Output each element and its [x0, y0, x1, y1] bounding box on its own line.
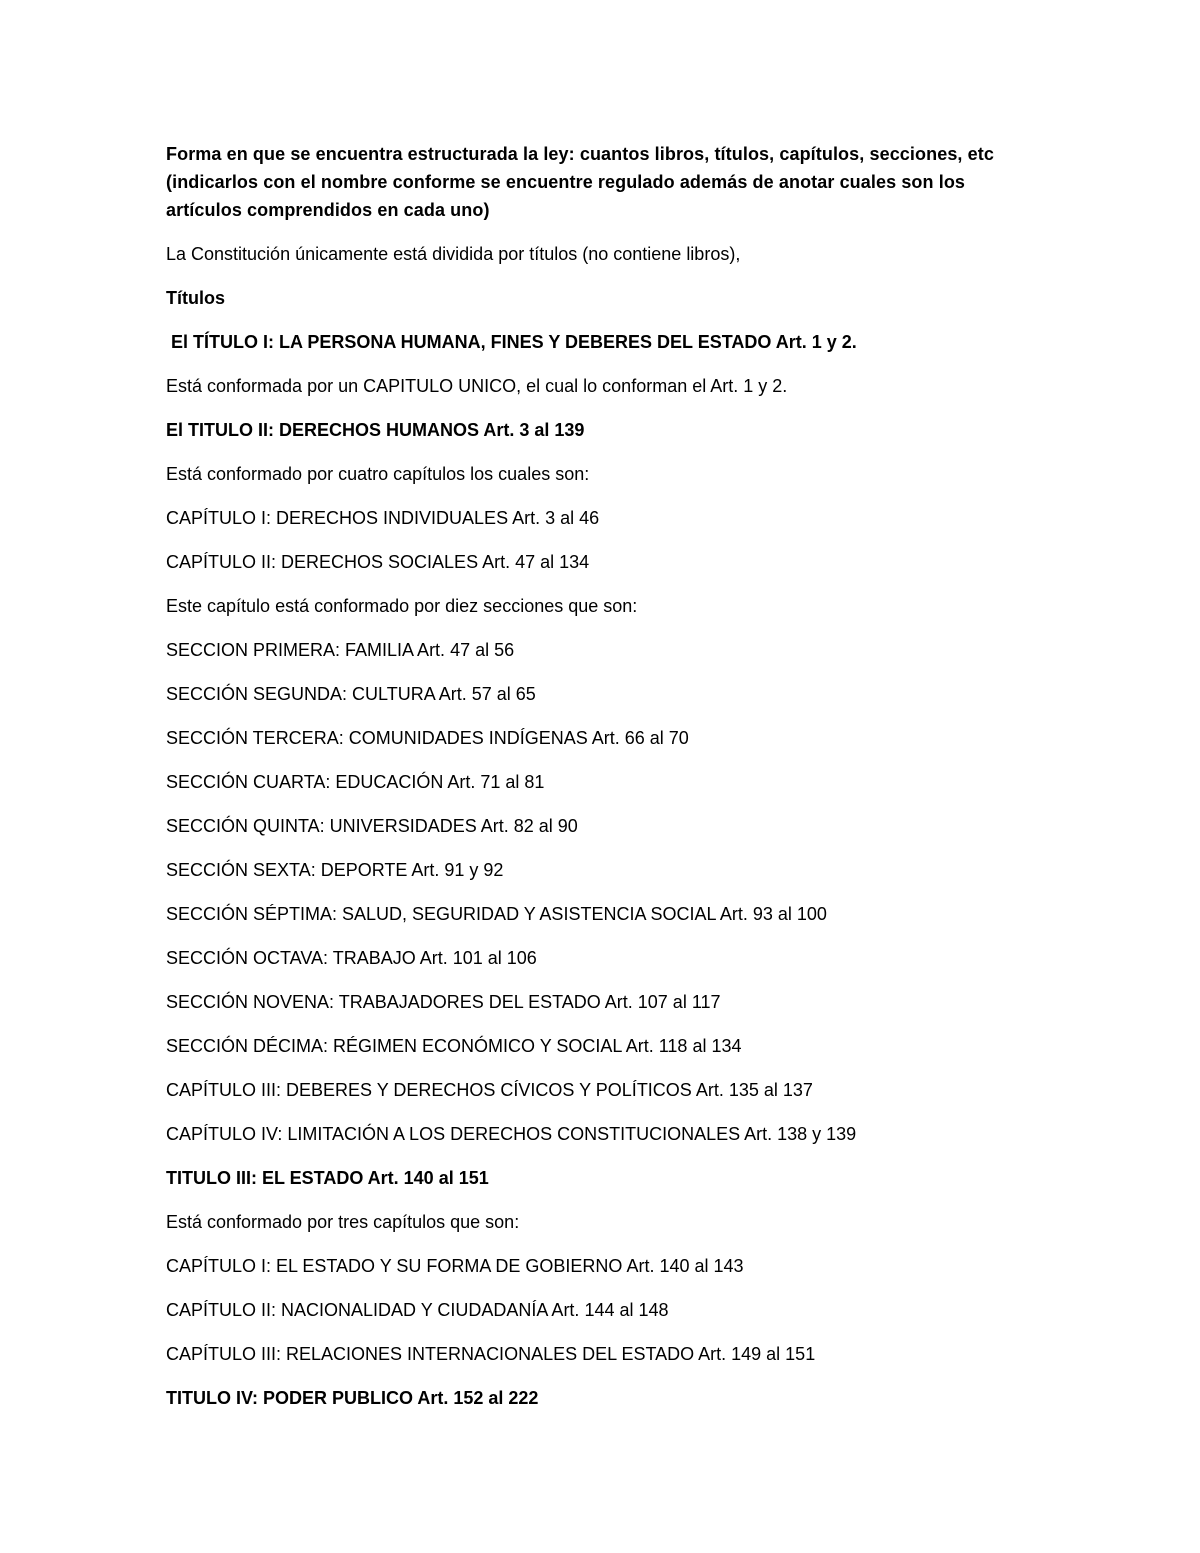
- paragraph-line: SECCIÓN SEXTA: DEPORTE Art. 91 y 92: [166, 860, 504, 880]
- document-body: [166, 140, 1046, 1428]
- paragraph-line: SECCIÓN DÉCIMA: RÉGIMEN ECONÓMICO Y SOCIAL Art. 118 al 134: [166, 1036, 742, 1056]
- paragraph-line: SECCION PRIMERA: FAMILIA Art. 47 al 56: [166, 640, 515, 660]
- paragraph-line: CAPÍTULO III: DEBERES Y DERECHOS CÍVICOS Y POLÍTICOS Art. 135 al 137: [166, 1080, 813, 1100]
- document-lines: [166, 240, 1046, 1412]
- paragraph-line: Este capítulo está conformado por diez secciones que son:: [166, 596, 638, 616]
- heading-line: TITULO III: EL ESTADO Art. 140 al 151: [166, 1168, 489, 1188]
- heading-line: El TITULO II: DERECHOS HUMANOS Art. 3 al 139: [166, 420, 585, 440]
- paragraph-line: SECCIÓN QUINTA: UNIVERSIDADES Art. 82 al 90: [166, 816, 578, 836]
- paragraph-line: CAPÍTULO II: NACIONALIDAD Y CIUDADANÍA Art. 144 al 148: [166, 1300, 669, 1320]
- paragraph-line: CAPÍTULO IV: LIMITACIÓN A LOS DERECHOS CONSTITUCIONALES Art. 138 y 139: [166, 1124, 857, 1144]
- paragraph-line: SECCIÓN CUARTA: EDUCACIÓN Art. 71 al 81: [166, 772, 545, 792]
- heading-line: Títulos: [166, 288, 225, 308]
- heading-line: TITULO IV: PODER PUBLICO Art. 152 al 222: [166, 1388, 539, 1408]
- paragraph-line: CAPÍTULO I: DERECHOS INDIVIDUALES Art. 3 al 46: [166, 508, 600, 528]
- paragraph-line: SECCIÓN SÉPTIMA: SALUD, SEGURIDAD Y ASISTENCIA SOCIAL Art. 93 al 100: [166, 904, 827, 924]
- paragraph-line: CAPÍTULO II: DERECHOS SOCIALES Art. 47 al 134: [166, 552, 590, 572]
- intro-paragraph: Forma en que se encuentra estructurada la ley: cuantos libros, títulos, capítulos, secciones, etc (indicarlos con el nombre conforme se encuentre regulado además de anotar cuales son los artículos comprendidos en cada uno): [166, 144, 994, 220]
- paragraph-line: Está conformado por cuatro capítulos los cuales son:: [166, 464, 590, 484]
- paragraph-line: SECCIÓN TERCERA: COMUNIDADES INDÍGENAS Art. 66 al 70: [166, 728, 689, 748]
- paragraph-line: La Constitución únicamente está dividida por títulos (no contiene libros),: [166, 244, 741, 264]
- paragraph-line: SECCIÓN OCTAVA: TRABAJO Art. 101 al 106: [166, 948, 537, 968]
- paragraph-line: CAPÍTULO III: RELACIONES INTERNACIONALES DEL ESTADO Art. 149 al 151: [166, 1344, 816, 1364]
- paragraph-line: SECCIÓN NOVENA: TRABAJADORES DEL ESTADO Art. 107 al 117: [166, 992, 721, 1012]
- heading-line: El TÍTULO I: LA PERSONA HUMANA, FINES Y DEBERES DEL ESTADO Art. 1 y 2.: [171, 332, 857, 352]
- paragraph-line: SECCIÓN SEGUNDA: CULTURA Art. 57 al 65: [166, 684, 536, 704]
- paragraph-line: Está conformada por un CAPITULO UNICO, el cual lo conforman el Art. 1 y 2.: [166, 376, 788, 396]
- paragraph-line: Está conformado por tres capítulos que son:: [166, 1212, 520, 1232]
- paragraph-line: CAPÍTULO I: EL ESTADO Y SU FORMA DE GOBIERNO Art. 140 al 143: [166, 1256, 744, 1276]
